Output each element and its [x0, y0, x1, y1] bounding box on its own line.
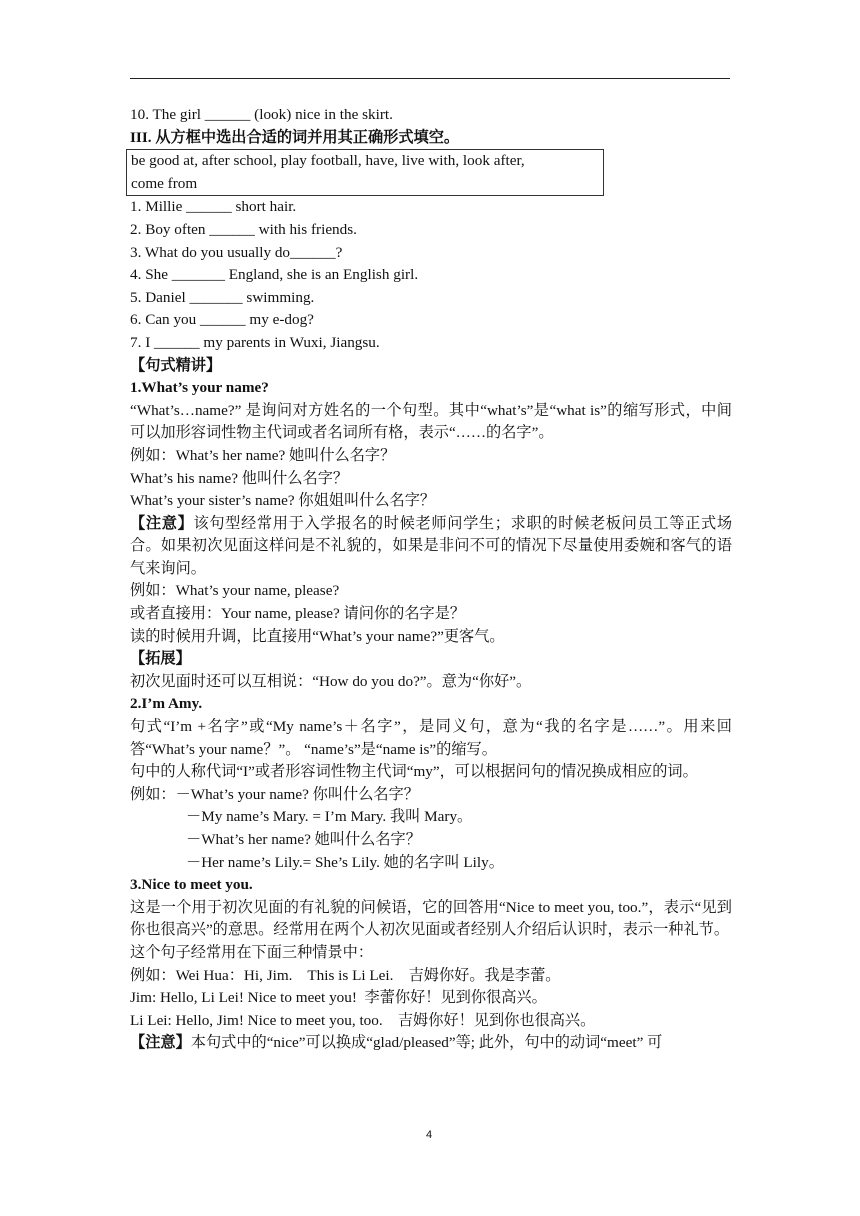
question-10: 10. The girl ______ (look) nice in the skirt.: [130, 106, 393, 123]
point-1-example-5: 或者直接用：Your name, please? 请问你的名字是？: [130, 605, 466, 623]
exercise-item-5: 5. Daniel _______ swimming.: [130, 288, 315, 306]
note-label: 【注意】: [130, 1034, 191, 1052]
point-3-example-2: Jim: Hello, Li Lei! Nice to meet you! 李蕾你好！见到你很高兴。: [130, 989, 547, 1007]
point-1-example-2: What’s his name? 他叫什么名字？: [130, 469, 349, 487]
section-3-title: III. 从方框中选出合适的词并用其正确形式填空。: [130, 128, 460, 146]
point-3-example-1: 例如：Wei Hua：Hi, Jim. This is Li Lei. 吉姆你好。我是李蕾。: [130, 966, 561, 984]
point-2-example-2: －My name’s Mary. = I’m Mary. 我叫 Mary。: [186, 808, 473, 826]
word-box: [126, 149, 604, 196]
extension-label: 【拓展】: [130, 650, 191, 668]
point-3-title: 3.Nice to meet you.: [130, 876, 253, 894]
header-rule: [130, 78, 730, 79]
extension-text: 初次见面时还可以互相说：“How do you do?”。意为“你好”。: [130, 672, 532, 690]
point-2-title: 2.I’m Amy.: [130, 695, 203, 713]
word-box-line-1: be good at, after school, play football, have, live with, look after,: [131, 152, 525, 170]
point-1-example-6: 读的时候用升调，比直接用“What’s your name?”更客气。: [130, 627, 505, 645]
point-2-paragraph-2: 句中的人称代词“I”或者形容词性物主代词“my”，可以根据问句的情况换成相应的词。: [130, 763, 698, 781]
word-box-line-2: come from: [131, 174, 198, 192]
note-text: 本句式中的“nice”可以换成“glad/pleased”等; 此外，句中的动词“meet” 可: [190, 1034, 663, 1052]
point-1-example-1: 例如：What’s her name? 她叫什么名字？: [130, 446, 396, 464]
exercise-item-3: 3. What do you usually do______?: [130, 243, 343, 261]
point-2-paragraph-1: 句式“I’m +名字”或“My name’s＋名字”，是同义句，意为“我的名字是……”。用来回答“What’s your name？”。 “name’s”是“name is”的缩写。: [130, 718, 732, 758]
point-1-paragraph: “What’s…name?” 是询问对方姓名的一个句型。其中“what’s”是“what is”的缩写形式，中间可以加形容词性物主代词或者名词所有格，表示“……的名字”。: [130, 401, 732, 442]
point-3-example-3: Li Lei: Hello, Jim! Nice to meet you, too. 吉姆你好！见到你也很高兴。: [130, 1011, 596, 1029]
exercise-item-7: 7. I ______ my parents in Wuxi, Jiangsu.: [130, 333, 380, 351]
point-1-note: [130, 513, 732, 581]
exercise-item-4: 4. She _______ England, she is an English girl.: [130, 266, 419, 284]
point-2-example-4: －Her name’s Lily.= She’s Lily. 她的名字叫 Lily。: [186, 853, 504, 871]
exercise-item-1: 1. Millie ______ short hair.: [130, 198, 297, 216]
exercise-item-6: 6. Can you ______ my e-dog?: [130, 311, 314, 329]
page-number: 4: [426, 1129, 433, 1141]
note-label: 【注意】: [130, 514, 194, 532]
exercise-item-2: 2. Boy often ______ with his friends.: [130, 220, 357, 238]
point-3-note: [130, 1032, 732, 1055]
point-2-example-3: －What’s her name? 她叫什么名字？: [186, 831, 421, 848]
page-content: [130, 104, 732, 1055]
point-3-paragraph-2: 这个句子经常用在下面三种情景中：: [130, 943, 373, 961]
point-1-example-4: 例如：What’s your name, please?: [130, 582, 340, 600]
point-2-example-1: 例如：－What’s your name? 你叫什么名字？: [130, 785, 419, 803]
point-1-title: 1.What’s your name?: [130, 379, 269, 397]
grammar-heading: 【句式精讲】: [130, 356, 222, 374]
note-text: 该句型经常用于入学报名的时候老师问学生；求职的时候老板问员工等正式场合。如果初次见面这样问是不礼貌的，如果是非问不可的情况下尽量使用委婉和客气的语气来询问。: [130, 514, 733, 577]
point-1-example-3: What’s your sister’s name? 你姐姐叫什么名字？: [130, 492, 436, 510]
point-3-paragraph-1: 这是一个用于初次见面的有礼貌的问候语，它的回答用“Nice to meet you, too.”，表示“见到你也很高兴”的意思。经常用在两个人初次见面或者经别人介绍后认识时，表示一种礼节。: [130, 898, 732, 939]
